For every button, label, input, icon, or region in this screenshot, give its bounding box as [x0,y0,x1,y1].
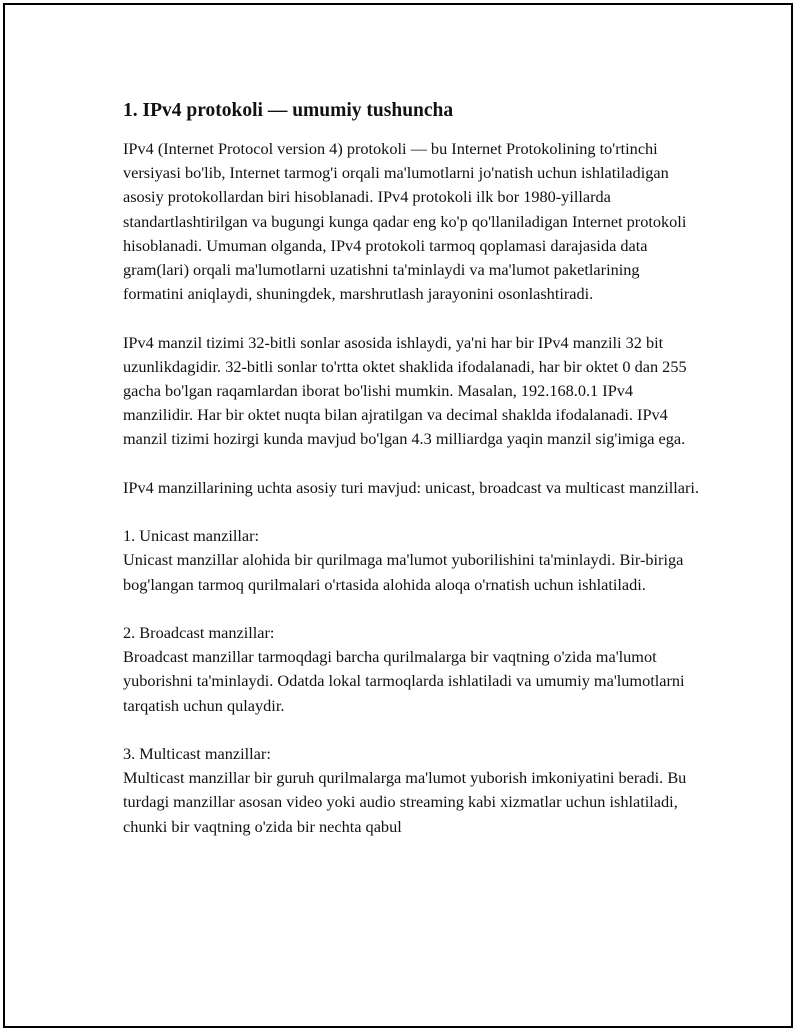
unicast-title: 1. Unicast manzillar: [123,526,260,546]
unicast-body: Unicast manzillar alohida bir qurilmaga ma'lumot yuborilishini ta'minlaydi. Bir-biriga bog'langan tarmoq qurilmalari o'rtasida alohida aloqa o'rnatish uchun ishlatiladi. [123,550,684,594]
document-body [123,98,703,839]
paragraph-intro: IPv4 (Internet Protocol version 4) protokoli — bu Internet Protokolining to'rtinchi versiyasi bo'lib, Internet tarmog'i orqali ma'lumotlarni jo'natish uchun ishlatiladigan asosiy protokollardan biri hisoblanadi. IPv4 protokoli ilk bor 1980-yillarda standartlashtirilgan va bugungi kunga qadar eng ko'p qo'llaniladigan Internet protokoli hisoblanadi. Umuman olganda, IPv4 protokoli tarmoq qoplamasi darajasida data gram(lari) orqali ma'lumotlarni uzatishni ta'minlaydi va ma'lumot paketlarining formatini aniqlaydi, shuningdek, marshrutlash jarayonini osonlashtiradi. [123,139,687,304]
paragraph-gap [123,718,703,742]
multicast-body: Multicast manzillar bir guruh qurilmalarga ma'lumot yuborish imkoniyatini beradi. Bu turdagi manzillar asosan video yoki audio streaming kabi xizmatlar uchun ishlatiladi, chunki bir vaqtning o'zida bir nechta qabul [123,768,687,836]
broadcast-title: 2. Broadcast manzillar: [123,623,275,642]
paragraph-gap [123,597,703,621]
section-heading: 1. IPv4 protokoli — umumiy tushuncha [123,100,454,121]
paragraph-gap [123,452,703,476]
paragraph-address-types: IPv4 manzillarining uchta asosiy turi mavjud: unicast, broadcast va multicast manzillari. [123,477,700,497]
paragraph-address-system: IPv4 manzil tizimi 32-bitli sonlar asosida ishlaydi, ya'ni har bir IPv4 manzili 32 bit uzunlikdagidir. 32-bitli sonlar to'rtta oktet shaklida ifodalanadi, har bir oktet 0 dan 255 gacha bo'lgan raqamlardan iborat bo'lishi mumkin. Masalan, 192.168.0.1 IPv4 manzilidir. Har bir oktet nuqta bilan ajratilgan va decimal shaklda ifodalanadi. IPv4 manzil tizimi hozirgi kunda mavjud bo'lgan 4.3 milliardga yaqin manzil sig'imiga ega. [123,332,687,449]
page-frame [3,3,793,1028]
paragraph-gap [123,500,703,524]
multicast-title: 3. Multicast manzillar: [123,744,271,763]
paragraph-gap [123,306,703,330]
broadcast-body: Broadcast manzillar tarmoqdagi barcha qurilmalarga bir vaqtning o'zida ma'lumot yuborishni ta'minlaydi. Odatda lokal tarmoqlarda ishlatiladi va umumiy ma'lumotlarni tarqatish uchun qulaydir. [123,647,685,715]
